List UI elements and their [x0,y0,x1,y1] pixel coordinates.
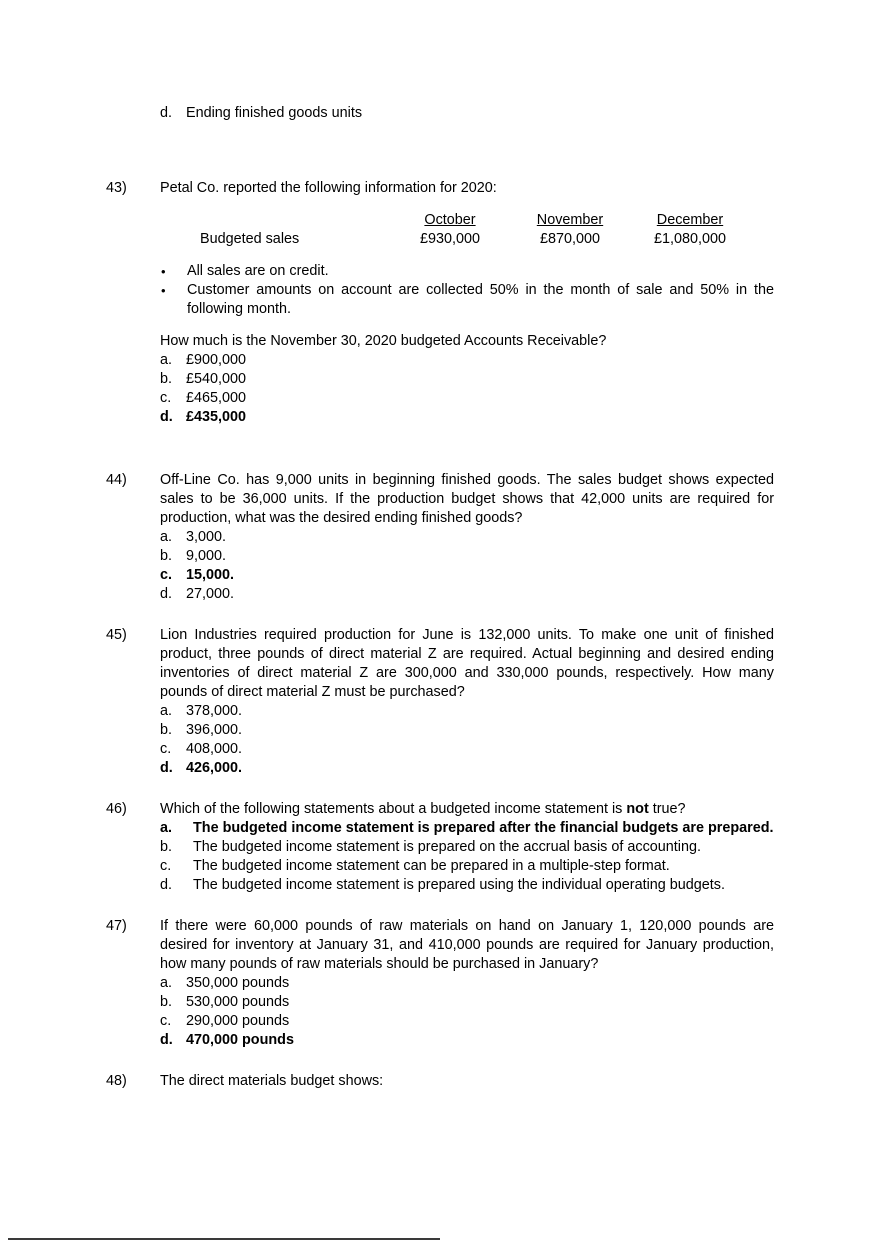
question-stem: The direct materials budget shows: [160,1073,384,1089]
list-item [160,104,774,123]
option-text: The budgeted income statement is prepared using the individual operating budgets. [193,877,726,893]
table-row [106,230,750,249]
question-number: 46) [106,801,127,817]
list-item [160,1031,774,1050]
option-text: 3,000. [186,529,227,545]
option-marker: b. [160,371,173,387]
option-marker: d. [160,586,173,602]
option-marker: c. [160,741,172,757]
option-marker: a. [160,352,173,368]
question-stem-after: true? [648,801,686,817]
option-marker: a. [160,529,173,545]
question-stem-emphasis: not [626,801,649,817]
list-item [160,528,774,547]
row-label-budgeted-sales: Budgeted sales [200,231,300,247]
option-marker: d. [160,877,173,893]
column-header-december: December [656,212,724,228]
option-marker: a. [160,975,173,991]
orphan-option-list [160,104,774,123]
footer-divider [8,1238,440,1240]
option-marker: d. [160,1032,173,1048]
question-47 [106,917,774,974]
table-stub-blank [106,211,390,230]
list-item [160,838,774,857]
option-marker: c. [160,390,172,406]
question-number: 43) [106,180,127,196]
question-46-options [160,819,774,895]
list-item [161,281,774,319]
option-text: 378,000. [186,703,243,719]
question-45 [106,626,774,702]
option-marker: c. [160,1013,172,1029]
question-47-options [160,974,774,1050]
option-text: 408,000. [186,741,243,757]
cell-december-value: £1,080,000 [653,231,727,247]
budgeted-sales-table [106,211,750,249]
option-marker: b. [160,548,173,564]
question-stem: Petal Co. reported the following information for 2020: [160,180,497,196]
list-item [160,759,774,778]
list-item [160,389,774,408]
bullet-icon: • [161,264,166,279]
option-marker: c. [160,858,172,874]
option-text: 15,000. [186,567,235,583]
list-item [160,408,774,427]
option-marker: b. [160,839,173,855]
option-marker: d. [160,760,173,776]
question-stem: If there were 60,000 pounds of raw materials on hand on January 1, 120,000 pounds are desired for inventory at January 31, and 410,000 pounds are required for January production, how many pounds of raw materials should be purchased in January? [160,918,774,972]
list-item [160,370,774,389]
list-item [160,993,774,1012]
option-text: Ending finished goods units [186,105,363,121]
option-text: 350,000 pounds [186,975,290,991]
table-header-row [106,211,750,230]
question-43-options [160,351,774,427]
document-body [106,104,774,1091]
question-number: 48) [106,1073,127,1089]
list-item [160,702,774,721]
list-item [160,740,774,759]
question-48 [106,1072,774,1091]
option-text: The budgeted income statement can be prepared in a multiple-step format. [193,858,670,874]
question-43-leadin: How much is the November 30, 2020 budgeted Accounts Receivable? [160,333,607,349]
column-header-november: November [536,212,604,228]
option-marker: d. [160,409,173,425]
option-marker: a. [160,820,173,836]
bullet-text: Customer amounts on account are collected 50% in the month of sale and 50% in the following month. [187,282,774,317]
question-43 [106,179,774,198]
option-marker: c. [160,567,173,583]
list-item [160,585,774,604]
question-number: 47) [106,918,127,934]
list-item [160,547,774,566]
column-header-october: October [424,212,476,228]
list-item [160,819,774,838]
option-text: 396,000. [186,722,243,738]
bullet-text: All sales are on credit. [187,263,329,279]
list-item [160,566,774,585]
question-46 [106,800,774,819]
option-text: The budgeted income statement is prepared on the accrual basis of accounting. [193,839,701,855]
question-stem-before: Which of the following statements about a budgeted income statement is [160,801,627,817]
question-43-leadin-wrap [160,332,774,351]
bullet-icon: • [161,283,166,298]
list-item [160,857,774,876]
question-stem: Off-Line Co. has 9,000 units in beginning finished goods. The sales budget shows expected sales to be 36,000 units. If the production budget shows that 42,000 units are required for production, what was the desired ending finished goods? [160,472,774,526]
option-text: 470,000 pounds [186,1032,294,1048]
list-item [161,262,774,281]
option-text: £540,000 [186,371,247,387]
option-text: 9,000. [186,548,227,564]
list-item [160,876,774,895]
cell-november-value: £870,000 [539,231,601,247]
list-item [160,974,774,993]
option-marker: b. [160,994,173,1010]
list-item [160,721,774,740]
option-marker: d. [160,105,173,121]
question-45-options [160,702,774,778]
question-44 [106,471,774,528]
option-text: The budgeted income statement is prepared after the financial budgets are prepared. [193,820,774,836]
option-text: 27,000. [186,586,235,602]
question-stem [160,800,774,819]
option-marker: a. [160,703,173,719]
option-text: £465,000 [186,390,247,406]
question-number: 44) [106,472,127,488]
list-item [160,351,774,370]
question-stem: Lion Industries required production for June is 132,000 units. To make one unit of finished product, three pounds of direct material Z are required. Actual beginning and desired ending inventories of direct material Z are 300,000 and 330,000 pounds, respectively. How many pounds of direct material Z must be purchased? [160,627,774,700]
option-text: 290,000 pounds [186,1013,290,1029]
list-item [160,1012,774,1031]
question-43-bullets [161,262,774,319]
question-number: 45) [106,627,127,643]
option-text: 426,000. [186,760,243,776]
option-marker: b. [160,722,173,738]
option-text: 530,000 pounds [186,994,290,1010]
option-text: £435,000 [186,409,247,425]
option-text: £900,000 [186,352,247,368]
cell-october-value: £930,000 [419,231,481,247]
question-44-options [160,528,774,604]
